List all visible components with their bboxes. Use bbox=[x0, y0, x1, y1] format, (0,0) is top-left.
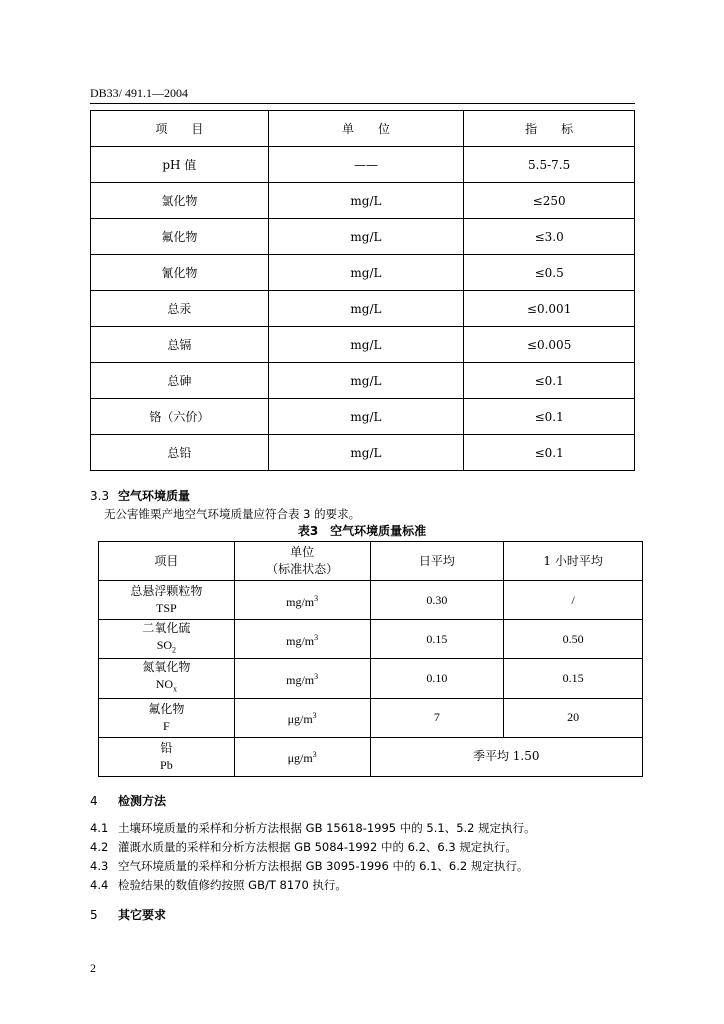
item-cell: 总镉 bbox=[91, 327, 269, 363]
item-cell: 总铅 bbox=[91, 435, 269, 471]
item-code bbox=[99, 637, 234, 658]
unit-cell bbox=[234, 620, 370, 659]
item-cell bbox=[99, 581, 235, 620]
daily-cell: 0.15 bbox=[370, 620, 504, 659]
header-unit: 单 位 bbox=[268, 111, 464, 147]
header-rule bbox=[90, 103, 635, 104]
section-title: 其它要求 bbox=[118, 908, 167, 922]
table-header-row bbox=[91, 111, 635, 147]
table-row bbox=[91, 327, 635, 363]
unit-superscript: 3 bbox=[312, 750, 317, 760]
unit-cell: mg/L bbox=[268, 435, 464, 471]
method-item-4-4 bbox=[90, 877, 347, 893]
header-daily: 日平均 bbox=[370, 542, 504, 581]
method-item-4-3 bbox=[90, 858, 528, 874]
item-cell bbox=[99, 659, 235, 698]
item-code: TSP bbox=[156, 601, 177, 615]
table-row bbox=[99, 737, 643, 776]
item-cell: 氯化物 bbox=[91, 183, 269, 219]
table-row bbox=[99, 581, 643, 620]
section-number: 5 bbox=[90, 908, 98, 922]
page-number: 2 bbox=[90, 961, 96, 975]
unit-cell: mg/L bbox=[268, 255, 464, 291]
item-code: Pb bbox=[160, 757, 173, 772]
hourly-cell: 0.15 bbox=[504, 659, 643, 698]
hourly-cell: 0.50 bbox=[504, 620, 643, 659]
quarterly-average-cell: 季平均 1.50 bbox=[370, 737, 643, 776]
limit-cell: 5.5-7.5 bbox=[464, 147, 635, 183]
limit-cell: ≤0.1 bbox=[464, 435, 635, 471]
unit-text: mg/m bbox=[286, 633, 315, 648]
limit-cell: ≤250 bbox=[464, 183, 635, 219]
unit-cell: —— bbox=[268, 147, 464, 183]
header-unit bbox=[234, 542, 370, 581]
item-number: 4.1 bbox=[90, 821, 109, 835]
unit-cell bbox=[234, 581, 370, 620]
section-4-heading bbox=[90, 792, 166, 809]
unit-cell: mg/L bbox=[268, 291, 464, 327]
table-row bbox=[91, 291, 635, 327]
header-item: 项目 bbox=[99, 542, 235, 581]
limit-cell: ≤0.1 bbox=[464, 363, 635, 399]
unit-cell: mg/L bbox=[268, 363, 464, 399]
unit-text: μg/m bbox=[287, 751, 313, 766]
section-3-3-text: 无公害锥栗产地空气环境质量应符合表 3 的要求。 bbox=[104, 507, 361, 521]
table-header-row bbox=[99, 542, 643, 581]
table-row bbox=[91, 147, 635, 183]
item-name: 二氧化硫 bbox=[142, 621, 191, 635]
unit-text: mg/m bbox=[286, 594, 315, 609]
item-name: 总悬浮颗粒物 bbox=[130, 584, 203, 598]
item-cell: 氰化物 bbox=[91, 255, 269, 291]
item-cell bbox=[99, 737, 235, 776]
header-unit-line2: （标准状态） bbox=[266, 562, 339, 576]
item-cell bbox=[99, 620, 235, 659]
irrigation-water-table bbox=[90, 110, 635, 471]
item-code-main: SO bbox=[156, 638, 173, 652]
unit-superscript: 3 bbox=[314, 632, 319, 642]
unit-superscript: 3 bbox=[312, 711, 317, 721]
item-cell: 总砷 bbox=[91, 363, 269, 399]
item-cell: 铬（六价） bbox=[91, 399, 269, 435]
unit-superscript: 3 bbox=[314, 672, 319, 682]
unit-cell: mg/L bbox=[268, 219, 464, 255]
daily-cell: 7 bbox=[370, 698, 504, 737]
unit-cell: mg/L bbox=[268, 183, 464, 219]
unit-text: μg/m bbox=[287, 712, 313, 727]
hourly-cell: / bbox=[504, 581, 643, 620]
item-cell bbox=[99, 698, 235, 737]
item-text: 空气环境质量的采样和分析方法根据 GB 3095-1996 中的 6.1、6.2 规定执行。 bbox=[118, 859, 529, 873]
method-item-4-1 bbox=[90, 820, 536, 836]
item-number: 4.4 bbox=[90, 878, 109, 892]
item-text: 灌溉水质量的采样和分析方法根据 GB 5084-1992 中的 6.2、6.3 规定执行。 bbox=[118, 840, 517, 854]
item-name: 氮氧化物 bbox=[142, 660, 191, 675]
table-row bbox=[91, 435, 635, 471]
section-title: 空气环境质量 bbox=[118, 489, 191, 503]
item-code-subscript: 2 bbox=[172, 645, 177, 655]
item-text: 土壤环境质量的采样和分析方法根据 GB 15618-1995 中的 5.1、5.2 规定执行。 bbox=[118, 821, 536, 835]
method-item-4-2 bbox=[90, 839, 517, 855]
item-code: F bbox=[163, 718, 170, 733]
section-5-heading bbox=[90, 906, 166, 923]
item-name: 氟化物 bbox=[148, 701, 185, 716]
header-hourly: 1 小时平均 bbox=[504, 542, 643, 581]
item-cell: 总汞 bbox=[91, 291, 269, 327]
item-cell: pH 值 bbox=[91, 147, 269, 183]
daily-cell: 0.10 bbox=[370, 659, 504, 698]
item-code-main: NO bbox=[155, 677, 174, 692]
table-row bbox=[91, 183, 635, 219]
header-item: 项 目 bbox=[91, 111, 269, 147]
daily-cell: 0.30 bbox=[370, 581, 504, 620]
unit-cell: mg/L bbox=[268, 327, 464, 363]
limit-cell: ≤0.001 bbox=[464, 291, 635, 327]
table-row bbox=[91, 219, 635, 255]
table-row bbox=[91, 363, 635, 399]
document-code: DB33/ 491.1—2004 bbox=[90, 86, 189, 100]
limit-cell: ≤3.0 bbox=[464, 219, 635, 255]
item-number: 4.2 bbox=[90, 840, 109, 854]
item-text: 检验结果的数值修约按照 GB/T 8170 执行。 bbox=[118, 878, 347, 892]
item-code bbox=[99, 676, 234, 697]
air-quality-table bbox=[98, 541, 643, 777]
item-name: 铅 bbox=[160, 740, 173, 755]
section-3-3-heading bbox=[90, 487, 190, 504]
header-limit: 指 标 bbox=[464, 111, 635, 147]
limit-cell: ≤0.005 bbox=[464, 327, 635, 363]
table-caption: 表3 空气环境质量标准 bbox=[297, 524, 427, 538]
unit-cell bbox=[234, 698, 370, 737]
item-code-subscript: x bbox=[173, 684, 178, 694]
section-title: 检测方法 bbox=[118, 794, 167, 808]
limit-cell: ≤0.5 bbox=[464, 255, 635, 291]
table-row bbox=[99, 620, 643, 659]
unit-cell bbox=[234, 737, 370, 776]
unit-cell bbox=[234, 659, 370, 698]
table-row bbox=[91, 255, 635, 291]
section-number: 3.3 bbox=[90, 489, 110, 503]
table-row bbox=[99, 698, 643, 737]
item-cell: 氟化物 bbox=[91, 219, 269, 255]
table-row bbox=[99, 659, 643, 698]
unit-cell: mg/L bbox=[268, 399, 464, 435]
section-number: 4 bbox=[90, 794, 98, 808]
limit-cell: ≤0.1 bbox=[464, 399, 635, 435]
unit-superscript: 3 bbox=[314, 593, 319, 603]
table-row bbox=[91, 399, 635, 435]
unit-text: mg/m bbox=[286, 673, 315, 688]
header-unit-line1: 单位 bbox=[290, 545, 315, 559]
hourly-cell: 20 bbox=[504, 698, 643, 737]
item-number: 4.3 bbox=[90, 859, 109, 873]
